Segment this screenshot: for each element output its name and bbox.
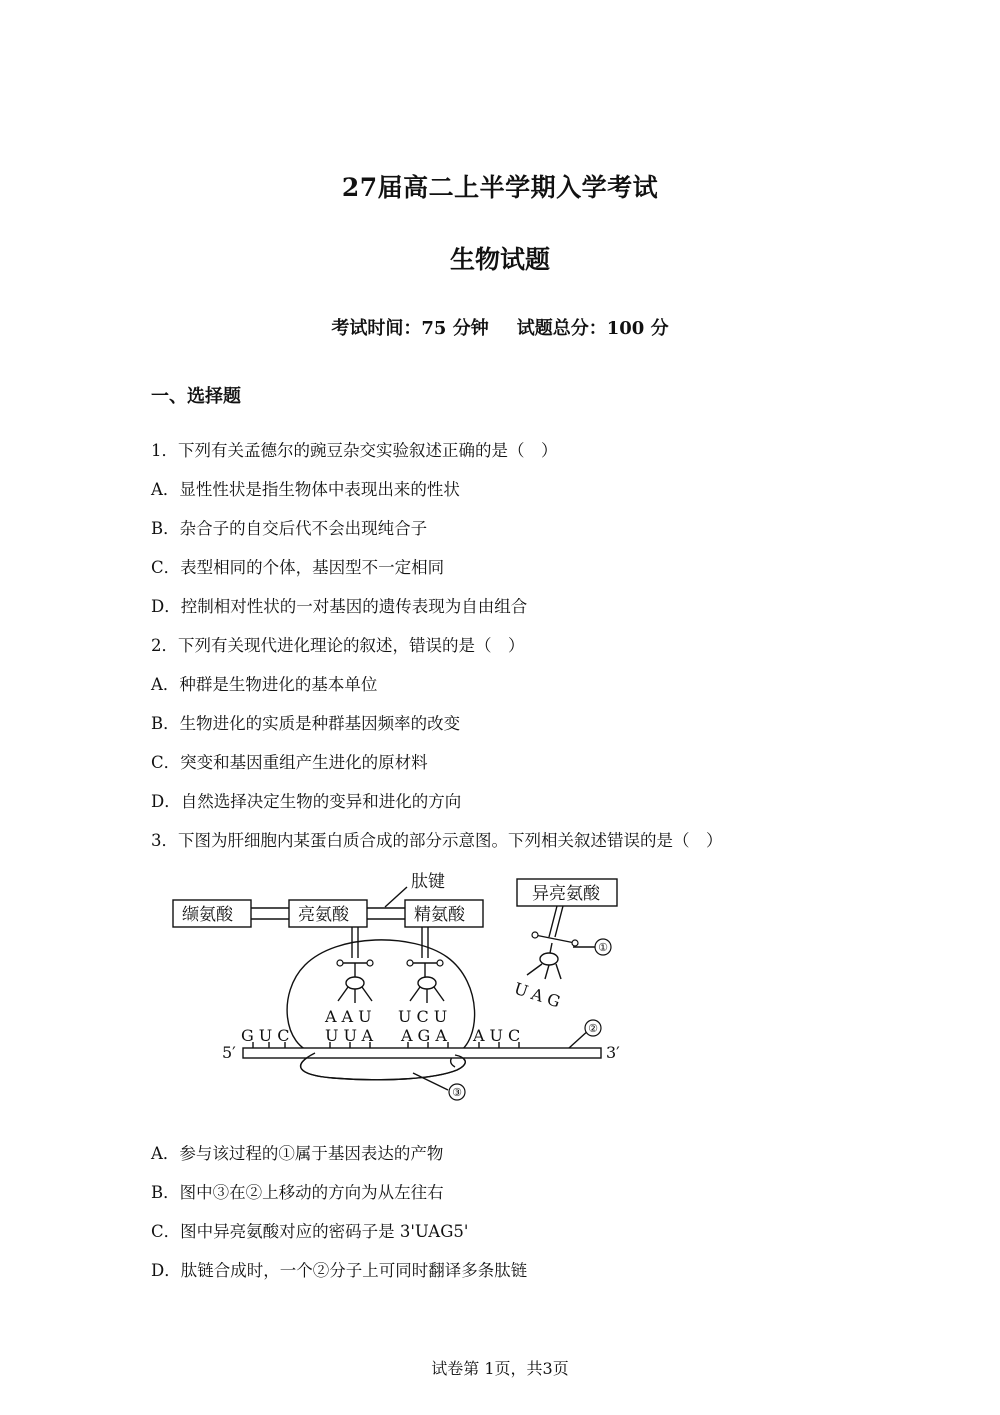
marker-1: ① xyxy=(598,941,608,954)
exam-meta xyxy=(0,314,1000,340)
three-prime-label: 3′ xyxy=(606,1043,620,1062)
question-1-option-a: A．显性性状是指生物体中表现出来的性状 xyxy=(151,480,460,499)
question-2-option-b: B．生物进化的实质是种群基因频率的改变 xyxy=(151,714,461,733)
marker-2: ② xyxy=(588,1022,598,1035)
marker-3: ③ xyxy=(452,1086,462,1099)
anticodon-3: UAG xyxy=(511,978,568,1013)
isoleucine-label: 异亮氨酸 xyxy=(532,884,600,904)
exam-score: 试题总分：100 分 xyxy=(516,318,669,339)
anticodon-2: UCU xyxy=(398,1007,453,1026)
section-title: 一、选择题 xyxy=(151,386,241,407)
codon-2: UUA xyxy=(325,1026,379,1045)
question-3-stem: 3．下图为肝细胞内某蛋白质合成的部分示意图。下列相关叙述错误的是（ ） xyxy=(151,831,723,850)
question-2-stem: 2．下列有关现代进化理论的叙述，错误的是（ ） xyxy=(151,636,525,655)
exam-subject: 生物试题 xyxy=(449,245,550,274)
question-1-option-d: D．控制相对性状的一对基因的遗传表现为自由组合 xyxy=(151,597,528,616)
codon-1: GUC xyxy=(241,1026,295,1045)
question-2-option-a: A．种群是生物进化的基本单位 xyxy=(151,675,378,694)
peptide-bond-label: 肽键 xyxy=(411,872,445,892)
translation-diagram xyxy=(165,865,645,1105)
question-3-option-b: B．图中③在②上移动的方向为从左往右 xyxy=(151,1183,444,1202)
question-1-option-b: B．杂合子的自交后代不会出现纯合子 xyxy=(151,519,428,538)
arginine-label: 精氨酸 xyxy=(414,905,465,925)
five-prime-label: 5′ xyxy=(222,1043,236,1062)
question-1-stem: 1．下列有关孟德尔的豌豆杂交实验叙述正确的是（ ） xyxy=(151,441,558,460)
codon-3: AGA xyxy=(401,1026,452,1045)
question-2-option-c: C．突变和基因重组产生进化的原材料 xyxy=(151,753,428,772)
codon-4: AUC xyxy=(473,1026,526,1045)
exam-title: 27届高二上半学期入学考试 xyxy=(341,173,659,202)
valine-label: 缬氨酸 xyxy=(182,905,233,925)
leucine-label: 亮氨酸 xyxy=(298,905,349,925)
exam-time: 考试时间：75 分钟 xyxy=(331,318,489,339)
question-2-option-d: D．自然选择决定生物的变异和进化的方向 xyxy=(151,792,462,811)
question-3-option-a: A．参与该过程的①属于基因表达的产物 xyxy=(151,1144,444,1163)
question-3-option-d: D．肽链合成时，一个②分子上可同时翻译多条肽链 xyxy=(151,1261,528,1280)
page-footer: 试卷第 1页，共3页 xyxy=(431,1359,569,1378)
question-1-option-c: C．表型相同的个体，基因型不一定相同 xyxy=(151,558,445,577)
anticodon-1: AAU xyxy=(325,1007,377,1026)
question-3-option-c: C．图中异亮氨酸对应的密码子是 3'UAG5' xyxy=(151,1222,469,1241)
mrna-strand xyxy=(243,1048,601,1058)
